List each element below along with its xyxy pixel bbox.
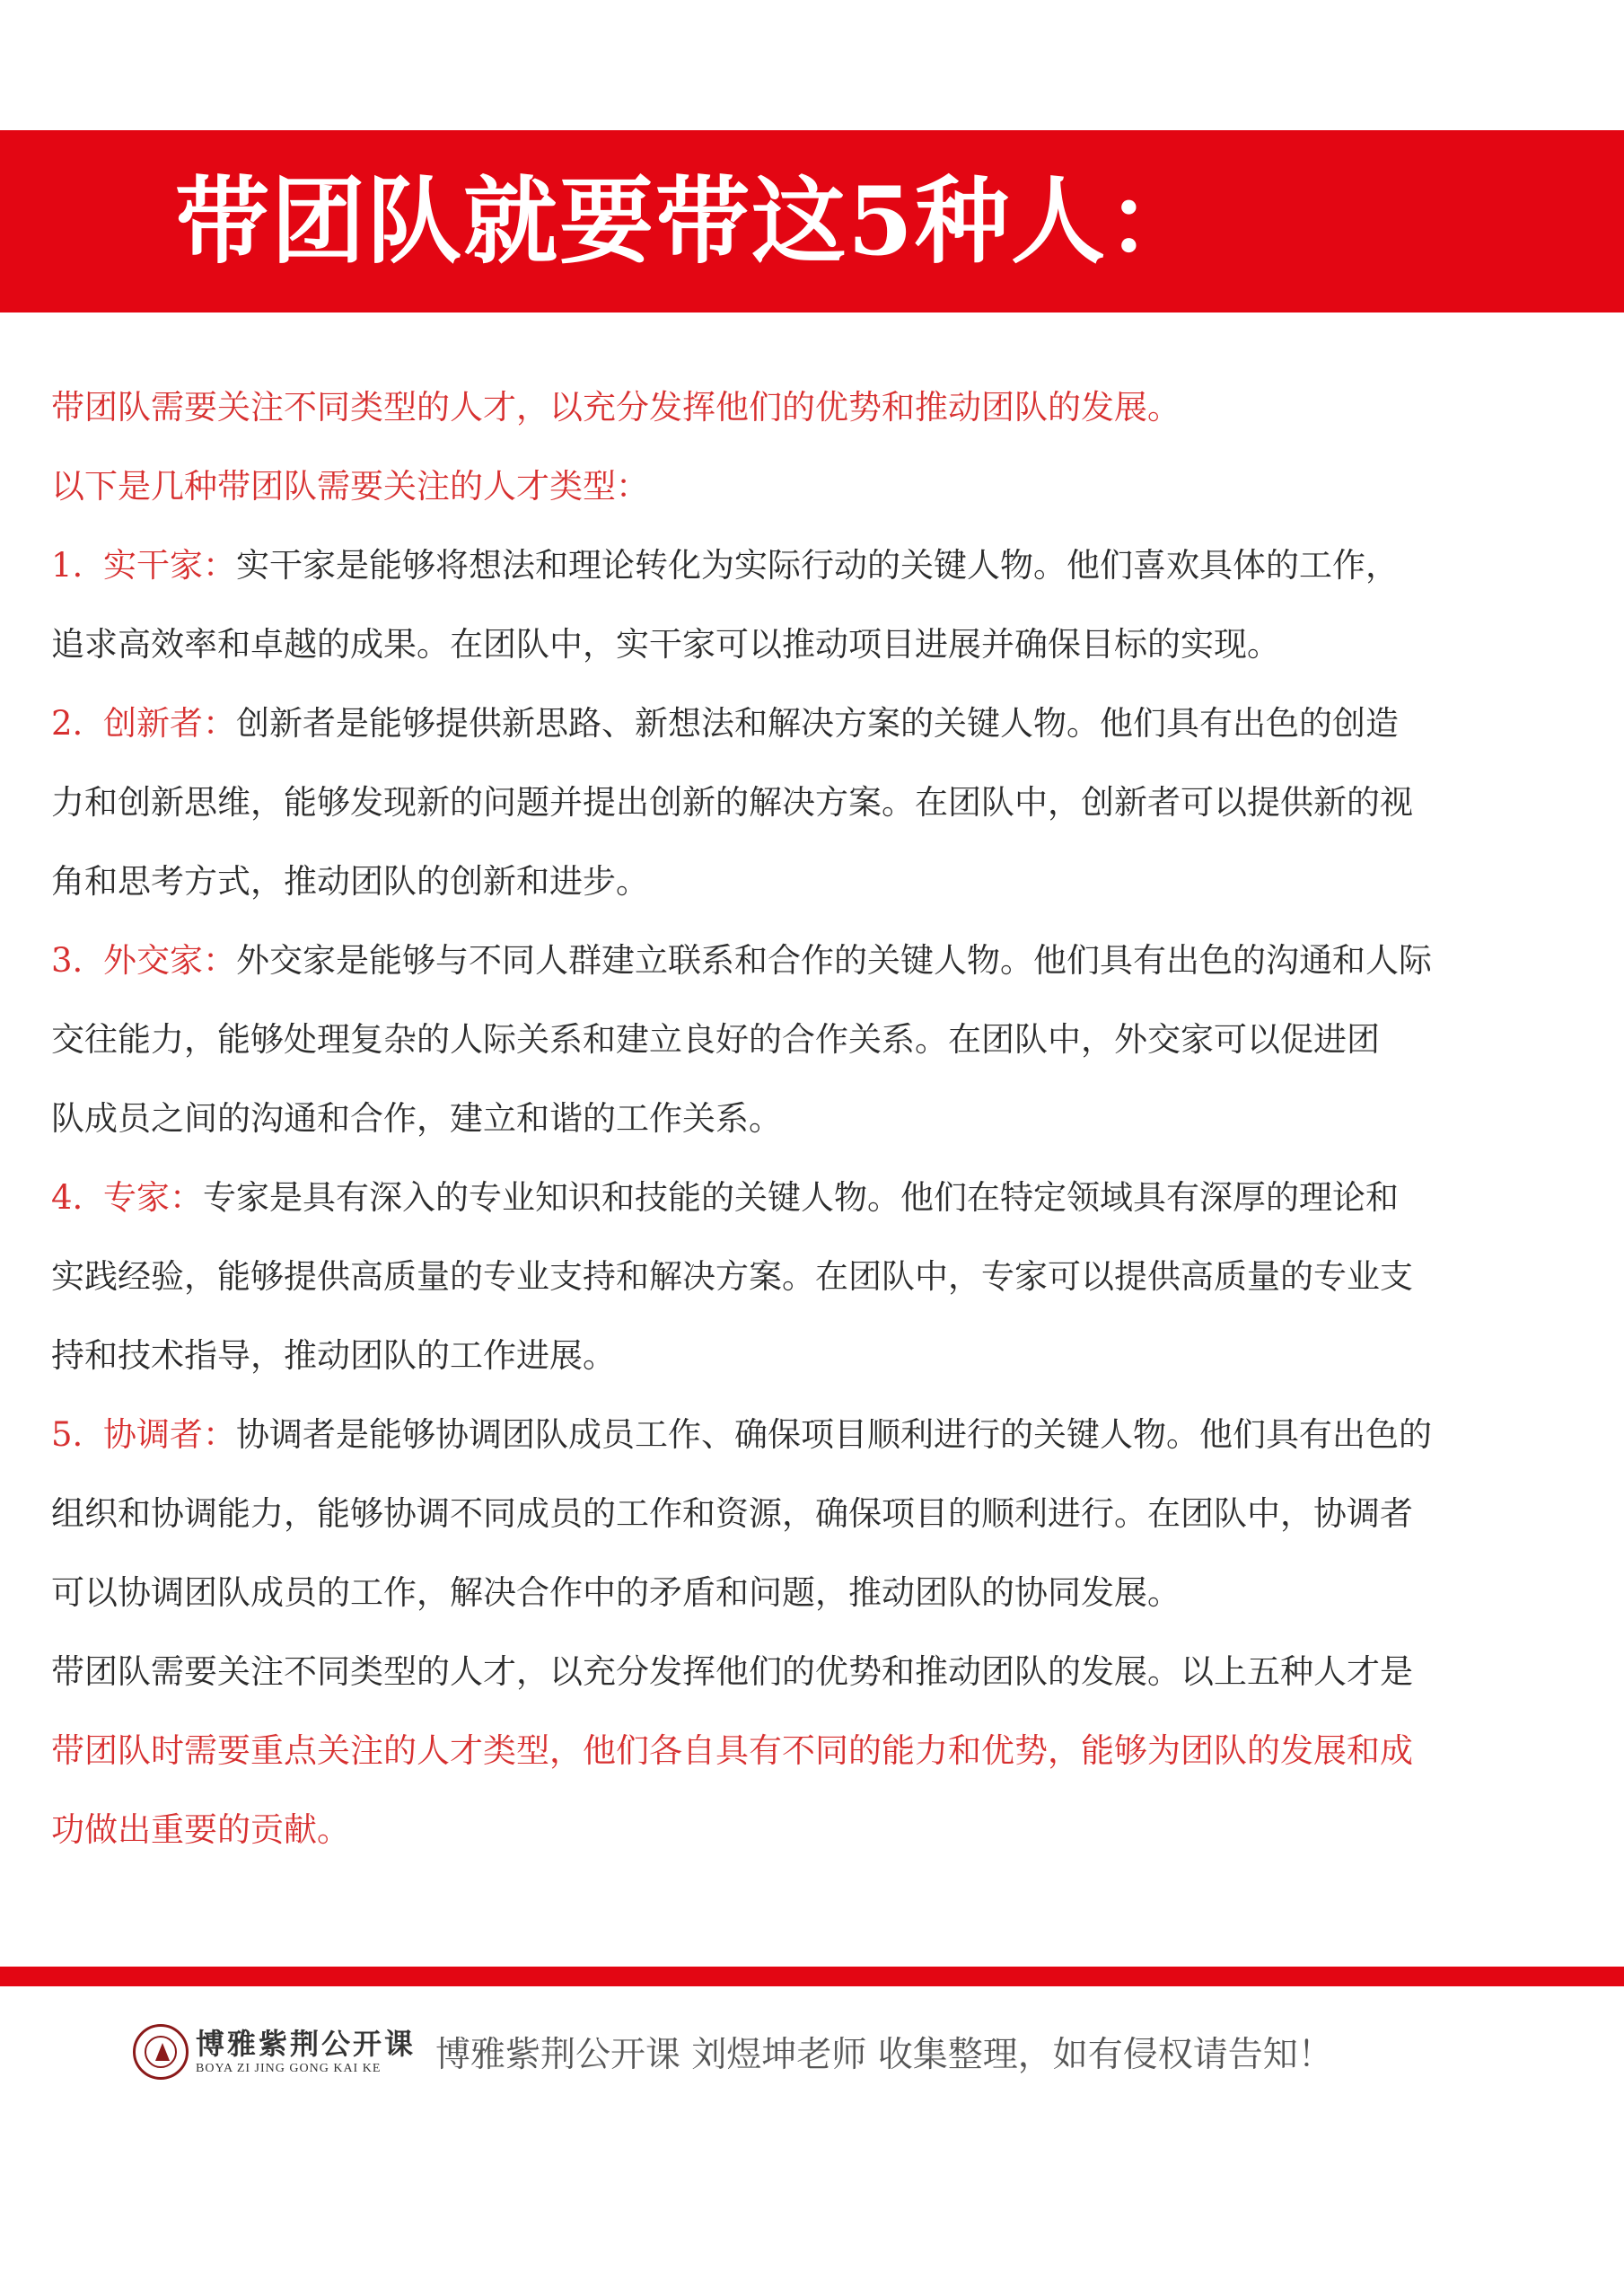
item-text: 实干家是能够将想法和理论转化为实际行动的关键人物。他们喜欢具体的工作， (236, 546, 1399, 585)
item-text: 创新者是能够提供新思路、新想法和解决方案的关键人物。他们具有出色的创造 (236, 704, 1399, 743)
item-text: 组织和协调能力，能够协调不同成员的工作和资源，确保项目的顺利进行。在团队中，协调者 (51, 1494, 1413, 1533)
list-item (51, 921, 1577, 1158)
item-number: 4. (51, 1178, 83, 1217)
article-body (51, 368, 1577, 1870)
item-label: 协调者： (103, 1415, 236, 1454)
intro-line-2: 以下是几种带团队需要关注的人才类型： (51, 467, 649, 506)
item-label: 专家： (103, 1178, 203, 1217)
list-item (51, 1395, 1577, 1633)
item-text: 队成员之间的沟通和合作，建立和谐的工作关系。 (51, 1099, 782, 1138)
item-text: 角和思考方式，推动团队的创新和进步。 (51, 862, 649, 901)
conclusion-line-2: 带团队时需要重点关注的人才类型，他们各自具有不同的能力和优势，能够为团队的发展和成 (51, 1731, 1413, 1770)
list-item (51, 684, 1577, 921)
item-text: 外交家是能够与不同人群建立联系和合作的关键人物。他们具有出色的沟通和人际 (236, 941, 1432, 980)
item-label: 实干家： (103, 546, 236, 585)
brand-name-cn: 博雅紫荆公开课 (196, 2027, 417, 2061)
credit-text: 博雅紫荆公开课 刘煜坤老师 收集整理，如有侵权请告知！ (435, 2035, 1333, 2075)
item-number: 2. (51, 704, 83, 743)
item-number: 5. (51, 1415, 83, 1454)
list-item (51, 1158, 1577, 1395)
intro-line-1: 带团队需要关注不同类型的人才，以充分发挥他们的优势和推动团队的发展。 (51, 388, 1181, 427)
item-text: 交往能力，能够处理复杂的人际关系和建立良好的合作关系。在团队中，外交家可以促进团 (51, 1020, 1380, 1059)
list-item (51, 526, 1577, 684)
seal-logo-icon (133, 2024, 189, 2080)
brand-logo (196, 2027, 416, 2077)
item-label: 创新者： (103, 704, 236, 743)
item-number: 1. (51, 546, 83, 585)
item-text: 追求高效率和卓越的成果。在团队中，实干家可以推动项目进展并确保目标的实现。 (51, 625, 1280, 664)
page-title: 带团队就要带这5种人： (175, 165, 1204, 277)
item-text: 可以协调团队成员的工作，解决合作中的矛盾和问题，推动团队的协同发展。 (51, 1573, 1181, 1612)
item-text: 协调者是能够协调团队成员工作、确保项目顺利进行的关键人物。他们具有出色的 (236, 1415, 1432, 1454)
conclusion-line-3: 功做出重要的贡献。 (51, 1810, 350, 1849)
title-banner (0, 130, 1624, 312)
item-text: 力和创新思维，能够发现新的问题并提出创新的解决方案。在团队中，创新者可以提供新的视 (51, 783, 1413, 822)
item-text: 实践经验，能够提供高质量的专业支持和解决方案。在团队中，专家可以提供高质量的专业支 (51, 1257, 1413, 1296)
conclusion-line-1: 带团队需要关注不同类型的人才，以充分发挥他们的优势和推动团队的发展。以上五种人才是 (51, 1652, 1413, 1691)
footer (133, 2016, 1333, 2088)
brand-name-en: BOYA ZI JING GONG KAI KE (196, 2062, 382, 2075)
item-text: 专家是具有深入的专业知识和技能的关键人物。他们在特定领域具有深厚的理论和 (203, 1178, 1399, 1217)
item-label: 外交家： (103, 941, 236, 980)
footer-divider (0, 1967, 1624, 1986)
item-text: 持和技术指导，推动团队的工作进展。 (51, 1336, 616, 1375)
item-number: 3. (51, 941, 83, 980)
